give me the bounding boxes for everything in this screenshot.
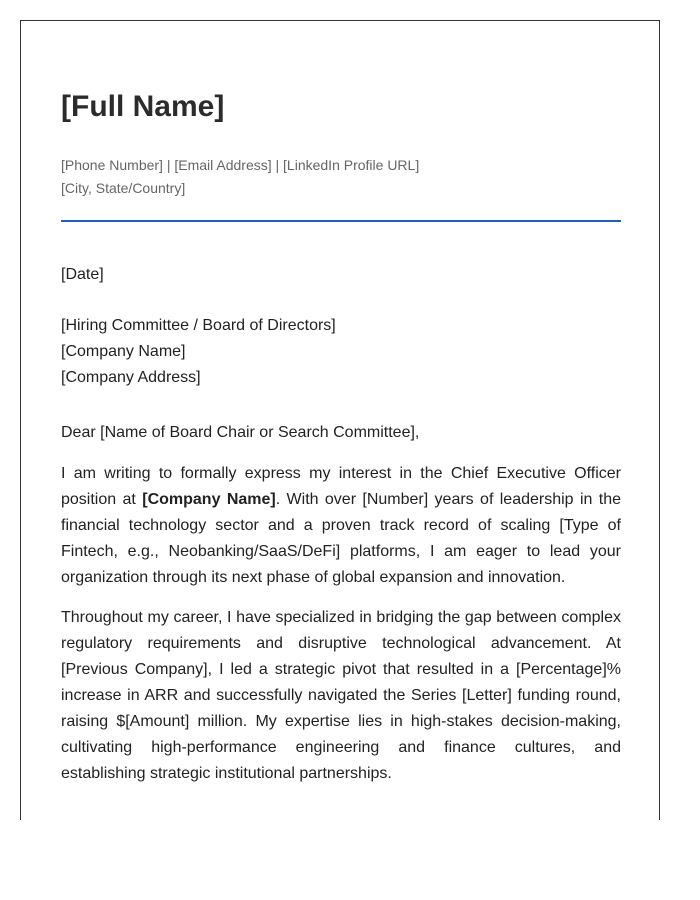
- full-name-heading: [Full Name]: [61, 90, 225, 123]
- contact-block: [61, 154, 621, 200]
- company-name-emphasis: [Company Name]: [142, 491, 276, 508]
- header-divider: [61, 220, 621, 222]
- paragraph-intro: [61, 461, 621, 591]
- letter-date: [Date]: [61, 266, 104, 283]
- contact-line: [Phone Number] | [Email Address] | [LinkedIn Profile URL]: [61, 157, 420, 173]
- salutation: Dear [Name of Board Chair or Search Committee],: [61, 424, 420, 441]
- recipient-line-address: [Company Address]: [61, 369, 201, 386]
- recipient-line-committee: [Hiring Committee / Board of Directors]: [61, 317, 336, 334]
- paragraph-intro-start: I am writing to formally express my interest in the Chief Executive Officer position at: [61, 465, 621, 508]
- paragraph-intro-end: . With over [Number] years of leadership in the financial technology sector and a proven track record of scaling [Type of Fintech, e.g., Neobanking/SaaS/DeFi] platforms, I am eager to lead your organization through its next phase of global expansion and innovation.: [61, 491, 622, 586]
- paragraph-experience: Throughout my career, I have specialized in bridging the gap between complex regulatory requirements and disruptive technological advancement. At [Previous Company], I led a strategic pivot that resulted in a [Percentage]% increase in ARR and successfully navigated the Series [Letter] funding round, raising $[Amount] million. My expertise lies in high-stakes decision-making, cultivating high-performance engineering and finance cultures, and establishing strategic institutional partnerships.: [61, 609, 621, 782]
- recipient-line-company: [Company Name]: [61, 343, 186, 360]
- recipient-block: [61, 313, 336, 391]
- location-line: [City, State/Country]: [61, 180, 186, 196]
- letter-page: [20, 20, 660, 820]
